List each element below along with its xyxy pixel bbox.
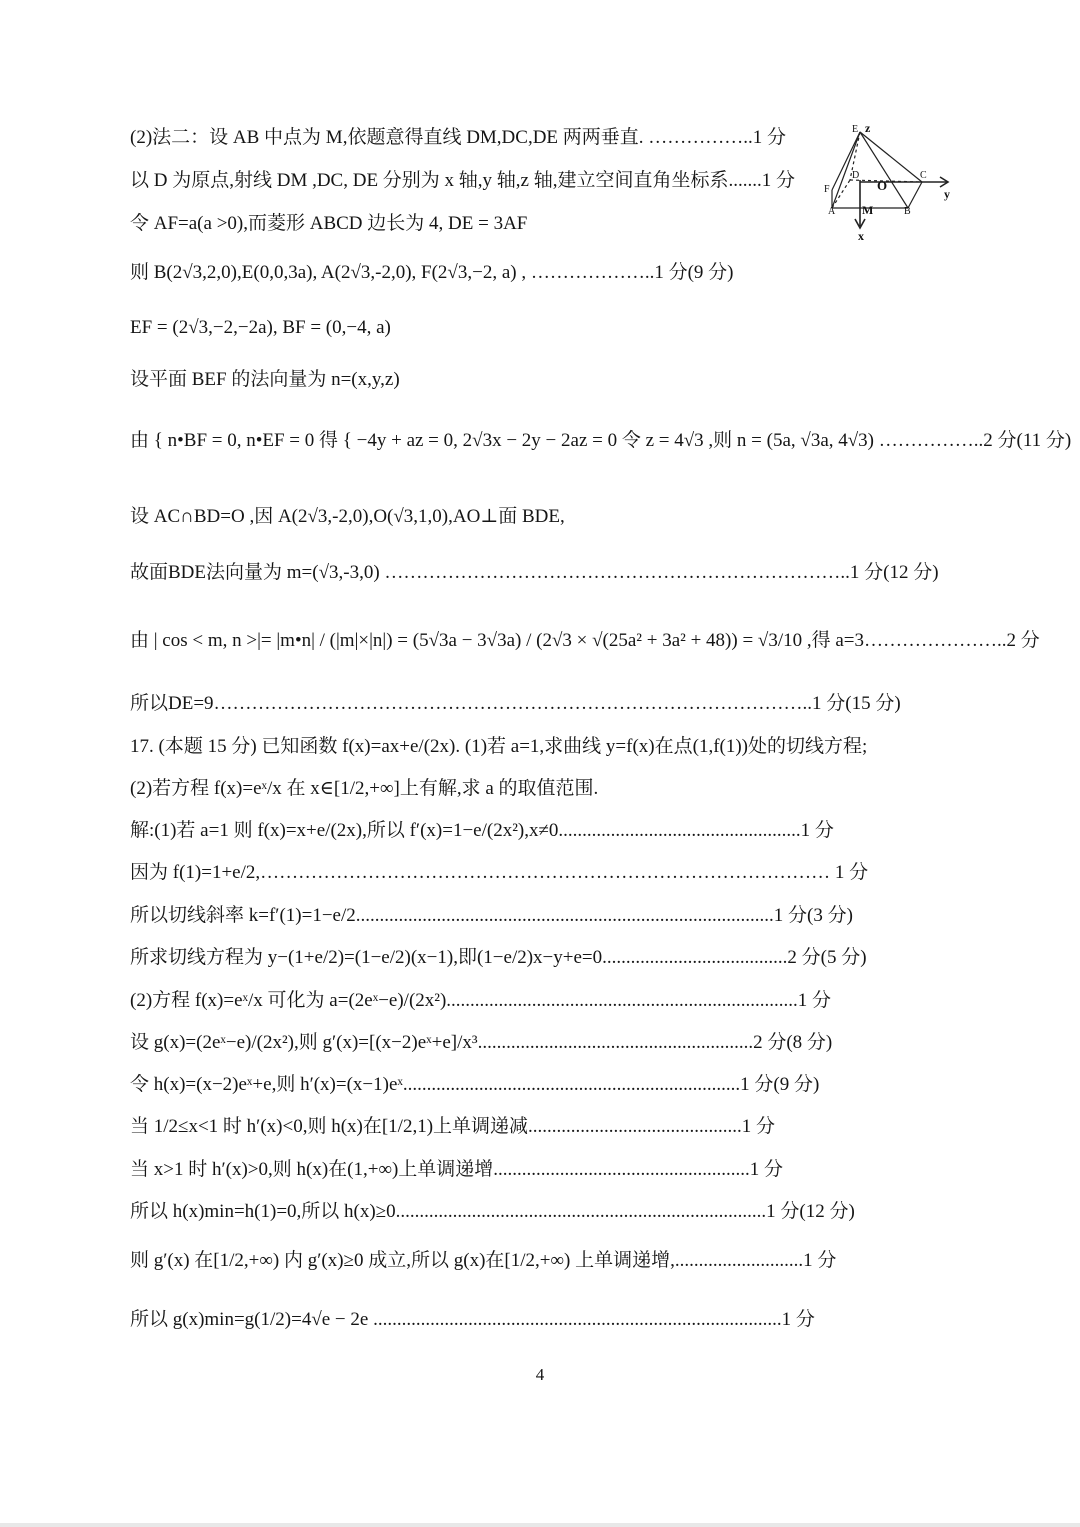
figure-label-x: x	[858, 229, 864, 243]
figure-label-m: M	[862, 203, 874, 217]
figure-label-c: C	[920, 170, 927, 181]
text-line-8: 设 AC∩BD=O ,因 A(2√3,-2,0),O(√3,1,0),AO⊥面 BDE,	[130, 506, 565, 527]
text-line-1: (2)法二：设 AB 中点为 M,依题意得直线 DM,DC,DE 两两垂直. ……………..1 分	[130, 127, 787, 148]
coordinate-pyramid-figure	[822, 122, 962, 250]
text-line-15: 因为 f(1)=1+e/2,……………………………………………………………………………… 1 分	[130, 862, 869, 883]
text-line-14: 解:(1)若 a=1 则 f(x)=x+e/(2x),所以 f′(x)=1−e/(2x²),x≠0...................................................1 分	[130, 820, 834, 841]
text-line-16: 所以切线斜率 k=f′(1)=1−e/2........................................................................................1 分(3 分)	[130, 905, 853, 926]
text-line-22: 当 x>1 时 h′(x)>0,则 h(x)在(1,+∞)上单调递增......................................................1 分	[130, 1159, 784, 1180]
text-line-25: 所以 g(x)min=g(1/2)=4√e − 2e ......................................................................................1 分	[130, 1309, 815, 1330]
text-line-24: 则 g′(x) 在[1/2,+∞) 内 g′(x)≥0 成立,所以 g(x)在[1/2,+∞) 上单调递增,...........................1 分	[130, 1250, 837, 1271]
text-line-9: 故面BDE法向量为 m=(√3,-3,0) ………………………………………………………………..1 分(12 分)	[130, 562, 939, 583]
page-number: 4	[535, 1365, 545, 1384]
text-line-19: 设 g(x)=(2eˣ−e)/(2x²),则 g′(x)=[(x−2)eˣ+e]/x³..........................................................2 分(8 分)	[130, 1032, 833, 1053]
figure-label-a: A	[828, 206, 836, 217]
figure-label-o: O	[877, 178, 888, 193]
text-line-6: 设平面 BEF 的法向量为 n=(x,y,z)	[130, 369, 400, 390]
figure-label-e: E	[852, 124, 859, 135]
figure-label-f: F	[824, 184, 830, 195]
figure-label-d: D	[852, 170, 860, 181]
text-line-23: 所以 h(x)min=h(1)=0,所以 h(x)≥0..............................................................................1 分(12 分)	[130, 1201, 855, 1222]
text-line-18: (2)方程 f(x)=eˣ/x 可化为 a=(2eˣ−e)/(2x²)..........................................................................1 分	[130, 990, 832, 1011]
figure-label-b: B	[904, 206, 911, 217]
cosine-equation-line: 由 | cos < m, n >|= |m•n| / (|m|×|n|) = (5√3a − 3√3a) / (2√3 × √(25a² + 3a² + 48)) = √3/10 ,得 a=3…………………..2 分	[130, 630, 1040, 651]
figure-label-z: z	[865, 122, 871, 135]
bottom-divider	[0, 1523, 1080, 1527]
text-line-3: 令 AF=a(a >0),而菱形 ABCD 边长为 4, DE = 3AF	[130, 213, 528, 234]
text-line-20: 令 h(x)=(x−2)eˣ+e,则 h′(x)=(x−1)eˣ.......................................................................1 分(9 分)	[130, 1074, 820, 1095]
text-line-17: 所求切线方程为 y−(1+e/2)=(1−e/2)(x−1),即(1−e/2)x−y+e=0.......................................2 分(5 分)	[130, 947, 867, 968]
text-line-4: 则 B(2√3,2,0),E(0,0,3a), A(2√3,-2,0), F(2√3,−2, a) , ………………..1 分(9 分)	[130, 262, 734, 283]
problem-17-line: 17. (本题 15 分) 已知函数 f(x)=ax+e/(2x). (1)若 a=1,求曲线 y=f(x)在点(1,f(1))处的切线方程;	[130, 736, 868, 757]
text-line-11: 所以DE=9…………………………………………………………………………………..1 分(15 分)	[130, 693, 901, 714]
figure-label-y: y	[944, 187, 950, 201]
vector-ef-bf-line: EF = (2√3,−2,−2a), BF = (0,−4, a)	[130, 317, 391, 338]
text-line-21: 当 1/2≤x<1 时 h′(x)<0,则 h(x)在[1/2,1)上单调递减.............................................1 分	[130, 1116, 776, 1137]
text-line-2: 以 D 为原点,射线 DM ,DC, DE 分别为 x 轴,y 轴,z 轴,建立空间直角坐标系.......1 分	[130, 170, 795, 191]
text-line-13: (2)若方程 f(x)=eˣ/x 在 x∈[1/2,+∞]上有解,求 a 的取值范围.	[130, 778, 599, 799]
system-equation-line: 由 { n•BF = 0, n•EF = 0 得 { −4y + az = 0, 2√3x − 2y − 2az = 0 令 z = 4√3 ,则 n = (5a, √3a, 4√3) ……………..2 分(11 分)	[130, 430, 1072, 451]
